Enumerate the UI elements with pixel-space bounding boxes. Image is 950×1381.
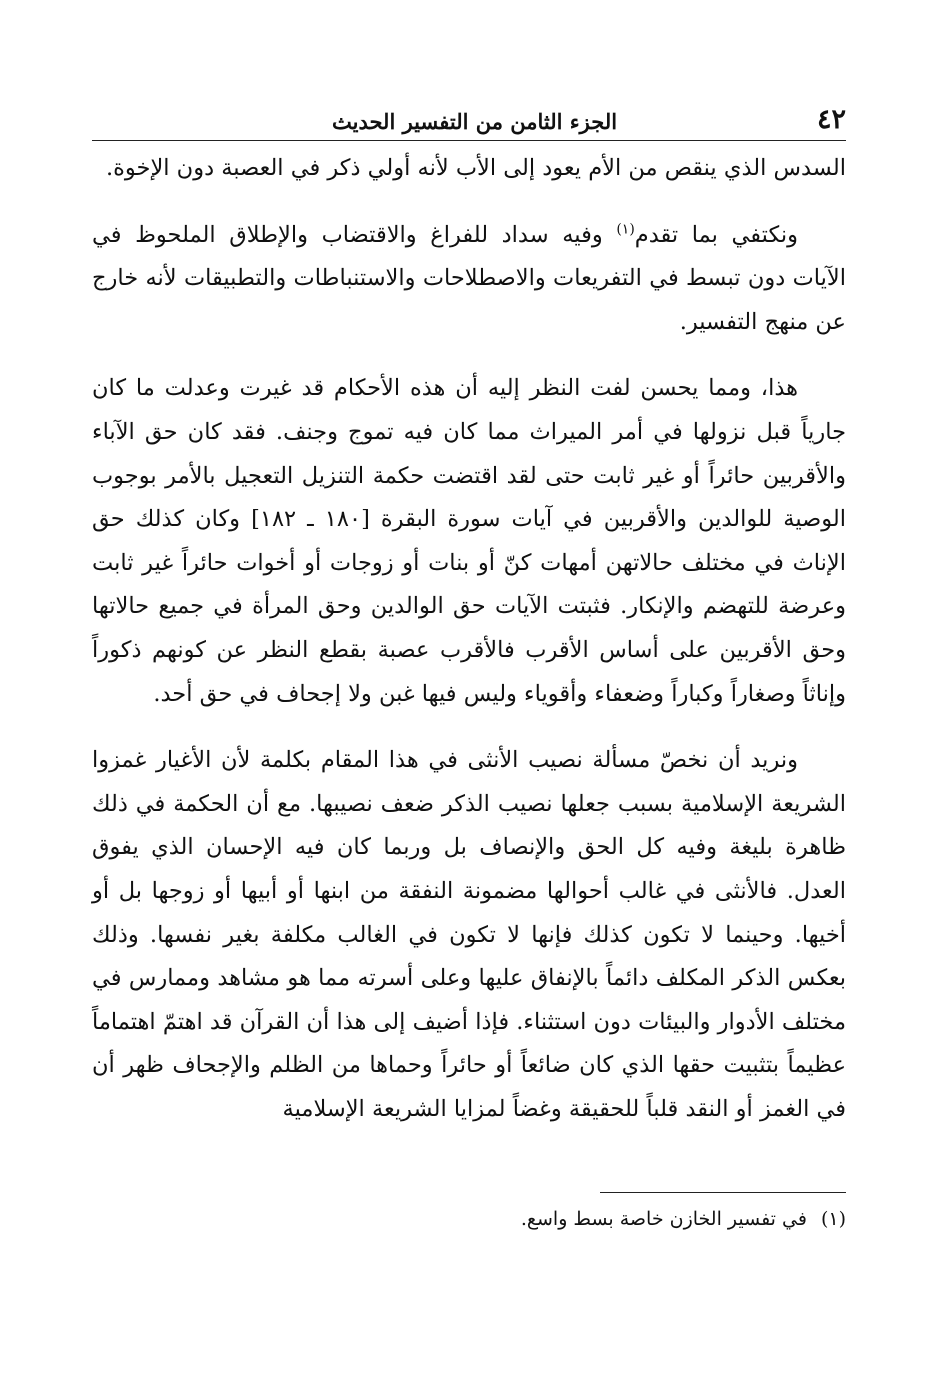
paragraph-1: السدس الذي ينقص من الأم يعود إلى الأب لأنه أولي ذكر في العصبة دون الإخوة. [105, 155, 846, 181]
page-number: ٤٢ [816, 104, 846, 135]
paragraph-4: ونريد أن نخصّ مسألة نصيب الأنثى في هذا المقام بكلمة لأن الأغيار غمزوا الشريعة الإسلامية بسبب جعلها نصيب الذكر ضعف نصيبها. مع أن الحكمة في ذلك ظاهرة بليغة وفيه كل الحق والإنصاف بل وربما كان فيه الإحسان الذي يفوق العدل. فالأنثى في غالب أحوالها مضمونة النفقة من ابنها أو أبيها أو زوجها بل أو أخيها. وحينما لا تكون كذلك فإنها لا تكون في الغالب مكلفة بغير نفسها. وذلك بعكس الذكر المكلف دائماً بالإنفاق عليها وعلى أسرته مما هو مشاهد وممارس في مختلف الأدوار والبيئات دون استثناء. فإذا أضيف إلى هذا أن القرآن قد اهتمّ اهتماماً عظيماً بتثبيت حقها الذي كان ضائعاً أو حائراً وحماها من الظلم والإجحاف ظهر أن في الغمز أو النقد قلباً للحقيقة وغضاً لمزايا الشريعة الإسلامية [92, 747, 846, 1122]
paragraph-3: هذا، ومما يحسن لفت النظر إليه أن هذه الأحكام قد غيرت وعدلت ما كان جارياً قبل نزولها في أمر الميراث مما كان فيه تموج وجنف. فقد كان حق الآباء والأقربين حائراً أو غير ثابت حتى لقد اقتضت حكمة التنزيل التعجيل بالأمر بوجوب الوصية للوالدين والأقربين في آيات سورة البقرة [١٨٠ ـ ١٨٢] وكان كذلك حق الإناث في مختلف حالاتهن أمهات كنّ أو بنات أو زوجات أو أخوات حائراً غير ثابت وعرضة للتهضم والإنكار. فثبتت الآيات حق الوالدين وحق المرأة في جميع حالاتها وحق الأقربين على أساس الأقرب فالأقرب عصبة بقطع النظر عن كونهم ذكوراً وإناثاً وصغاراً وكباراً وضعفاء وأقوياء وليس فيها غبن ولا إجحاف في حق أحد. [92, 375, 846, 707]
paragraph-2-rest: وفيه سداد للفراغ والاقتضاب والإطلاق الملحوظ في الآيات دون تبسط في التفريعات والاصطلاحات والاستنباطات والتطبيقات لأنه خارج عن منهج التفسير. [92, 221, 846, 335]
main-text [92, 147, 846, 1154]
footnote [92, 1203, 846, 1235]
running-title: الجزء الثامن من التفسير الحديث [332, 109, 618, 134]
footnote-reference[interactable]: (١) [616, 221, 635, 238]
footnote-divider [600, 1192, 846, 1193]
page-header [92, 96, 846, 136]
footnote-text: في تفسير الخازن خاصة بسط واسع. [520, 1208, 807, 1230]
footnote-number: (١) [820, 1208, 846, 1230]
paragraph-2 [92, 214, 846, 345]
paragraph-2-start: ونكتفي بما تقدم [634, 221, 799, 248]
header-divider [92, 140, 846, 141]
